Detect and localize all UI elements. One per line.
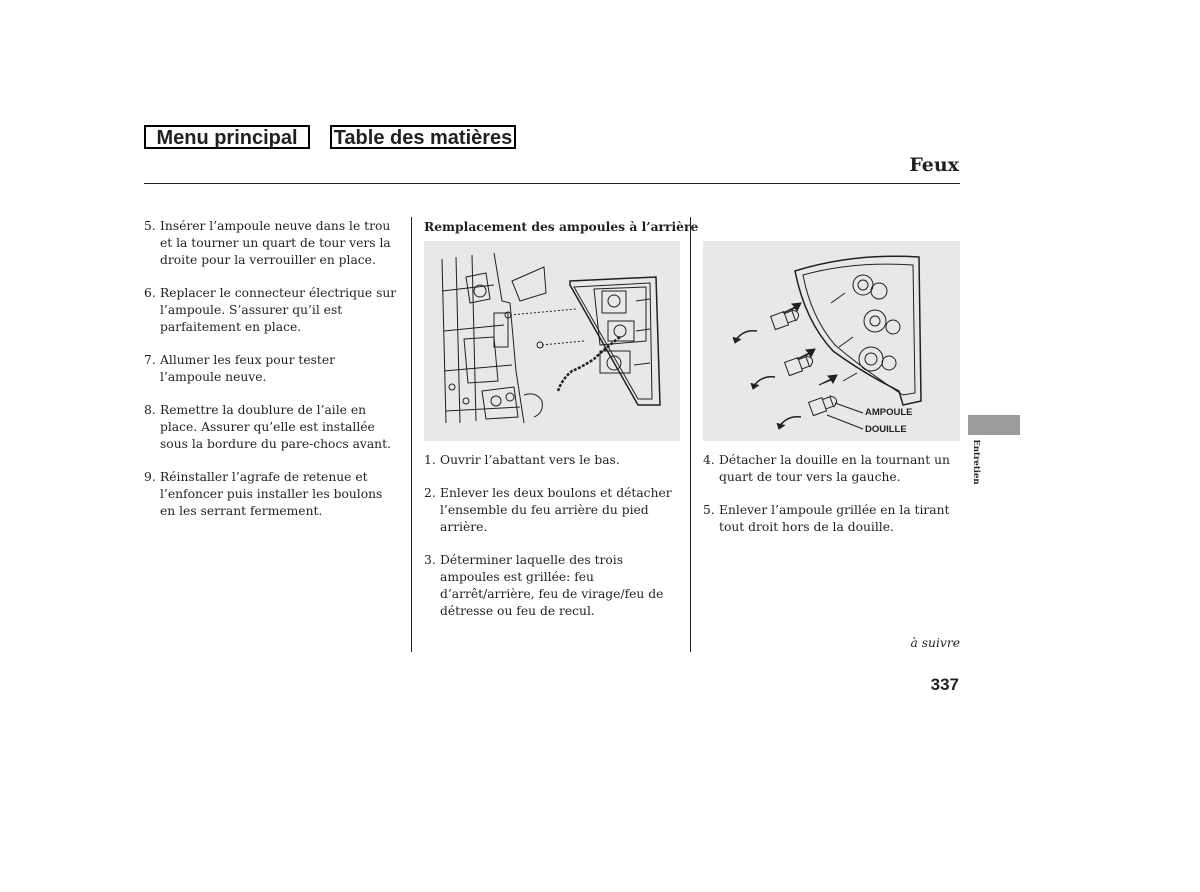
table-des-matieres-label: Table des matières (333, 127, 513, 149)
column-divider-2 (690, 217, 691, 652)
section-tab-label: Entretien (971, 439, 981, 485)
section-heading: Remplacement des ampoules à l’arrière (424, 219, 699, 234)
step-item: 6. Replacer le connecteur électrique sur l’ampoule. S’assurer qu’il est parfaitement en place. (144, 286, 397, 334)
column-divider-1 (411, 217, 412, 652)
step-item: 1. Ouvrir l’abattant vers le bas. (424, 453, 620, 467)
steps-column-3 (703, 452, 959, 552)
steps-column-2 (424, 452, 680, 636)
step-item: 4. Détacher la douille en la tournant un quart de tour vers la gauche. (703, 453, 950, 484)
tail-light-assembly-illustration (424, 241, 680, 441)
table-des-matieres-button[interactable] (330, 125, 516, 149)
ampoule-label: AMPOULE (865, 407, 913, 418)
step-item: 2. Enlever les deux boulons et détacher l’ensemble du feu arrière du pied arrière. (424, 486, 672, 534)
douille-label: DOUILLE (865, 424, 907, 435)
header-rule (144, 183, 960, 184)
section-tab (968, 415, 1020, 435)
step-item: 5. Insérer l’ampoule neuve dans le trou et la tourner un quart de tour vers la droite pour la verrouiller en place. (144, 219, 391, 267)
bulb-socket-illustration (703, 241, 960, 441)
steps-column-1 (144, 218, 400, 536)
step-item: 3. Déterminer laquelle des trois ampoules est grillée: feu d’arrêt/arrière, feu de virage/feu de détresse ou feu de recul. (424, 553, 664, 618)
continued-note: à suivre (910, 636, 960, 650)
step-item: 9. Réinstaller l’agrafe de retenue et l’enfoncer puis installer les boulons en les serrant fermement. (144, 470, 383, 518)
step-item: 8. Remettre la doublure de l’aile en place. Assurer qu’elle est installée sous la bordure du pare-chocs avant. (144, 403, 391, 451)
menu-principal-button[interactable] (144, 125, 310, 149)
step-item: 5. Enlever l’ampoule grillée en la tirant tout droit hors de la douille. (703, 503, 950, 534)
page-title: Feux (909, 154, 959, 176)
page-number: 337 (930, 675, 959, 694)
menu-principal-label: Menu principal (156, 127, 298, 149)
step-item: 7. Allumer les feux pour tester l’ampoule neuve. (144, 353, 336, 384)
